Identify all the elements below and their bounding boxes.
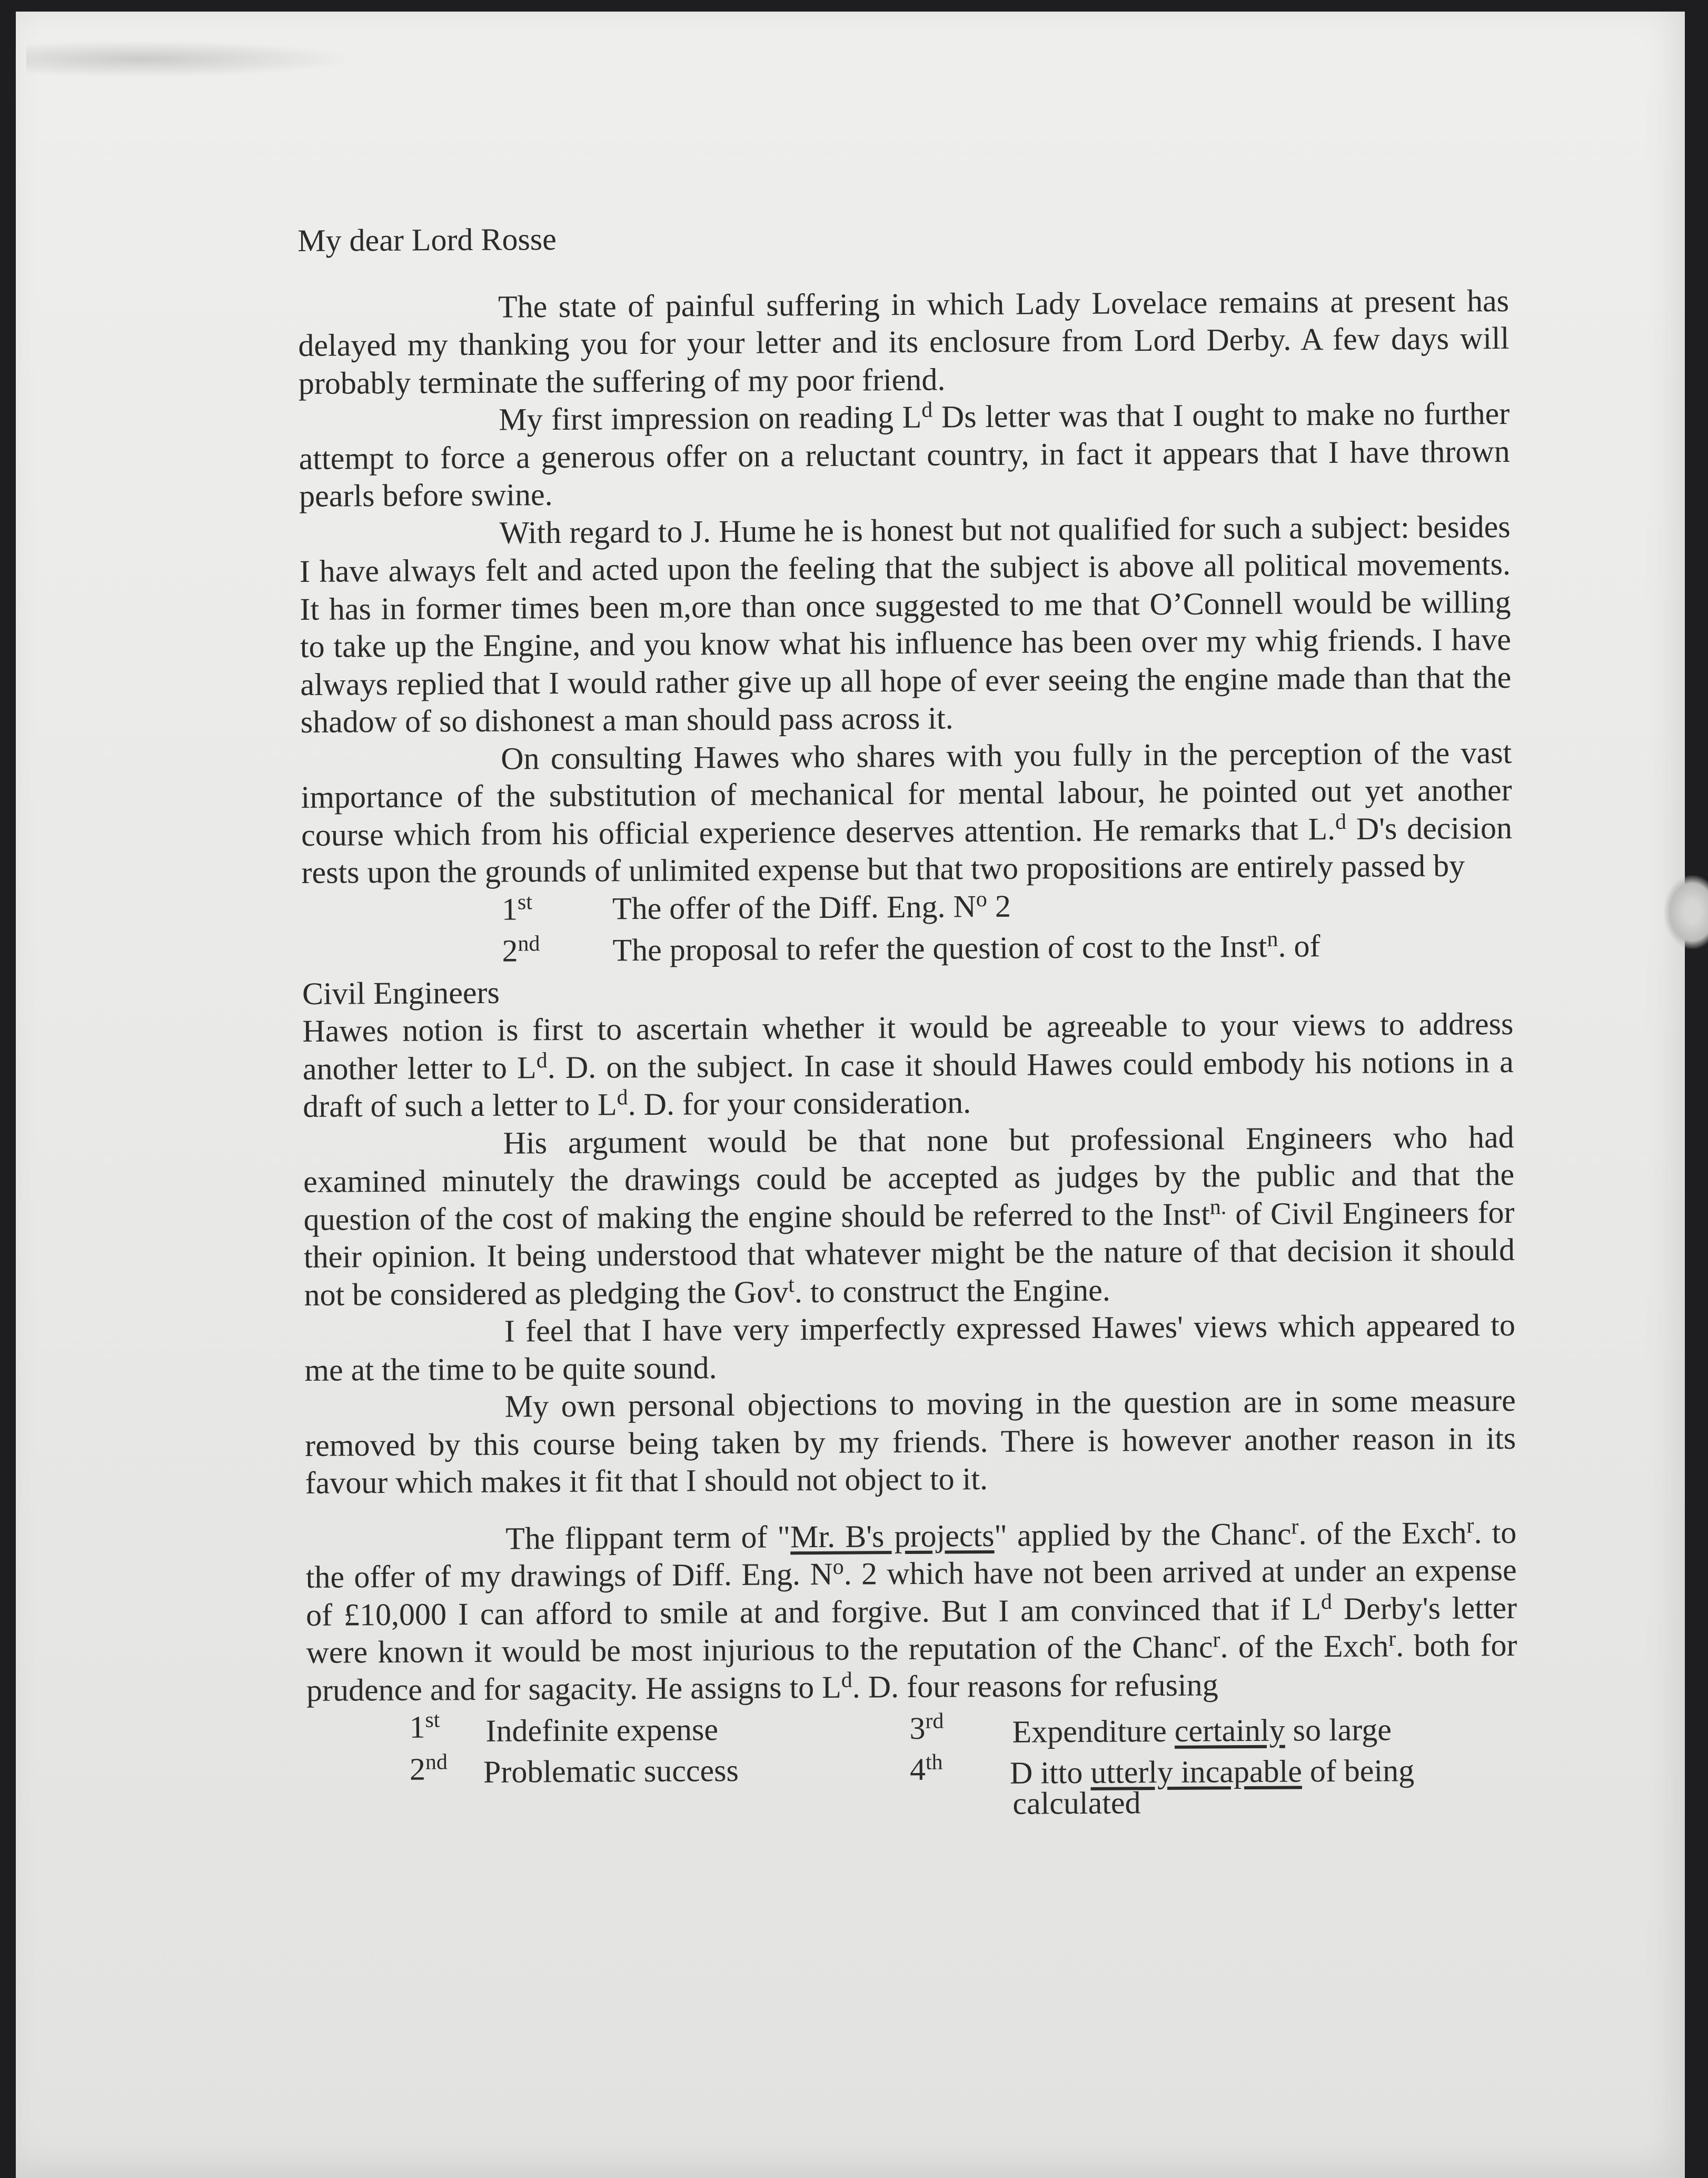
enum-text-2: The proposal to refer the question of cost to the Inst$^n$. of — [612, 927, 1320, 967]
reasons-list — [306, 1702, 1518, 1830]
enum-number-1: 1st — [501, 889, 533, 927]
reason-text-4-continued: calculated — [1012, 1785, 1141, 1821]
enum-number-2: 2nd — [502, 931, 540, 968]
paragraph-7: I feel that I have very imperfectly expressed Hawes' views which appeared to me at the time to be quite sound. — [304, 1307, 1516, 1388]
reason-text-2: Problematic success — [483, 1753, 739, 1789]
underlined-phrase: Mr. B's projects — [790, 1518, 995, 1554]
salutation: My dear Lord Rosse — [297, 221, 557, 258]
reason-number-2: 2nd — [409, 1750, 448, 1787]
enum-item-2 — [302, 926, 1513, 975]
paragraph-6: His argument would be that none but professional Engineers who had examined minutely the drawings could be accepted as judges by the public and that the question of the cost of making the engine should be referred to the Inst$^{n.}$ of Civil Engineers for their opinion. It being understood that whatever might be the nature of that decision it should not be considered as pledging the Gov$^t$. to construct the Engine. — [303, 1119, 1515, 1312]
enum-text-2-continued: Civil Engineers — [302, 975, 500, 1011]
paragraph-9: The flippant term of "Mr. B's projects" applied by the Chanc$^r$. of the Exch$^r$. to the offer of my drawings of Diff. Eng. $N^o$. 2 which have not been arrived at under an expense of £10,000 I can afford to smile at and forgive. But I am convinced that if $L^d$ Derby's letter were known it would be most injurious to the reputation of the Chanc$^r$. of the Exch$^r$. both for prudence and for sagacity. He assigns to $L^d$. D. four reasons for refusing — [305, 1513, 1517, 1708]
reason-text-4: D itto utterly incapable of being — [1009, 1753, 1415, 1790]
enum-item-1 — [302, 884, 1513, 933]
paragraph-4: On consulting Hawes who shares with you fully in the perception of the vast importance of the substitution of mechanical for mental labour, he pointed out yet another course which from his official experience deserves attention. He remarks that L.$^d$ D's decision rests upon the grounds of unlimited expense but that two propositions are entirely passed by — [301, 735, 1513, 890]
paper-smudge — [26, 41, 353, 77]
reason-number-3: 3rd — [909, 1709, 944, 1746]
paragraph-8: My own personal objections to moving in the question are in some measure removed by this course being taken by my friends. There is however another reason in its favour which makes it fit that I should not object to it. — [304, 1382, 1516, 1500]
reason-number-1: 1st — [409, 1708, 440, 1745]
reason-text-3: Expenditure certainly so large — [1012, 1712, 1392, 1749]
reason-text-1: Indefinite expense — [485, 1712, 719, 1748]
paper-sheet — [16, 12, 1685, 2178]
reason-number-4: 4th — [909, 1750, 943, 1787]
paragraph-1: The state of painful suffering in which Lady Lovelace remains at present has delayed my thanking you for your letter and its enclosure from Lord Derby. A few days will probably terminate the suffering of my poor friend. — [298, 283, 1510, 401]
paragraph-3: With regard to J. Hume he is honest but not qualified for such a subject: besides I have always felt and acted upon the feeling that the subject is above all political movements. It has in former times been m,ore than once suggested to me that O’Connell would be willing to take up the Engine, and you know what his influence has been over my whig friends. I have always replied that I would rather give up all hope of ever seeing the engine made than that the shadow of so dishonest a man should pass across it. — [299, 509, 1512, 739]
enum-text-1: The offer of the Diff. Eng. $N^o$ 2 — [612, 887, 1011, 926]
letter-body — [297, 215, 1518, 1830]
paragraph-2: My first impression on reading $L^d$ Ds letter was that I ought to make no further attempt to force a generous offer on a reluctant country, in fact it appears that I have thrown pearls before swine. — [299, 395, 1510, 513]
paper-notch — [1664, 875, 1708, 949]
paragraph-5: Hawes notion is first to ascertain whether it would be agreeable to your views to address another letter to $L^d$. D. on the subject. In case it should Hawes could embody his notions in a draft of such a letter to $L^d$. D. for your consideration. — [302, 1006, 1514, 1124]
